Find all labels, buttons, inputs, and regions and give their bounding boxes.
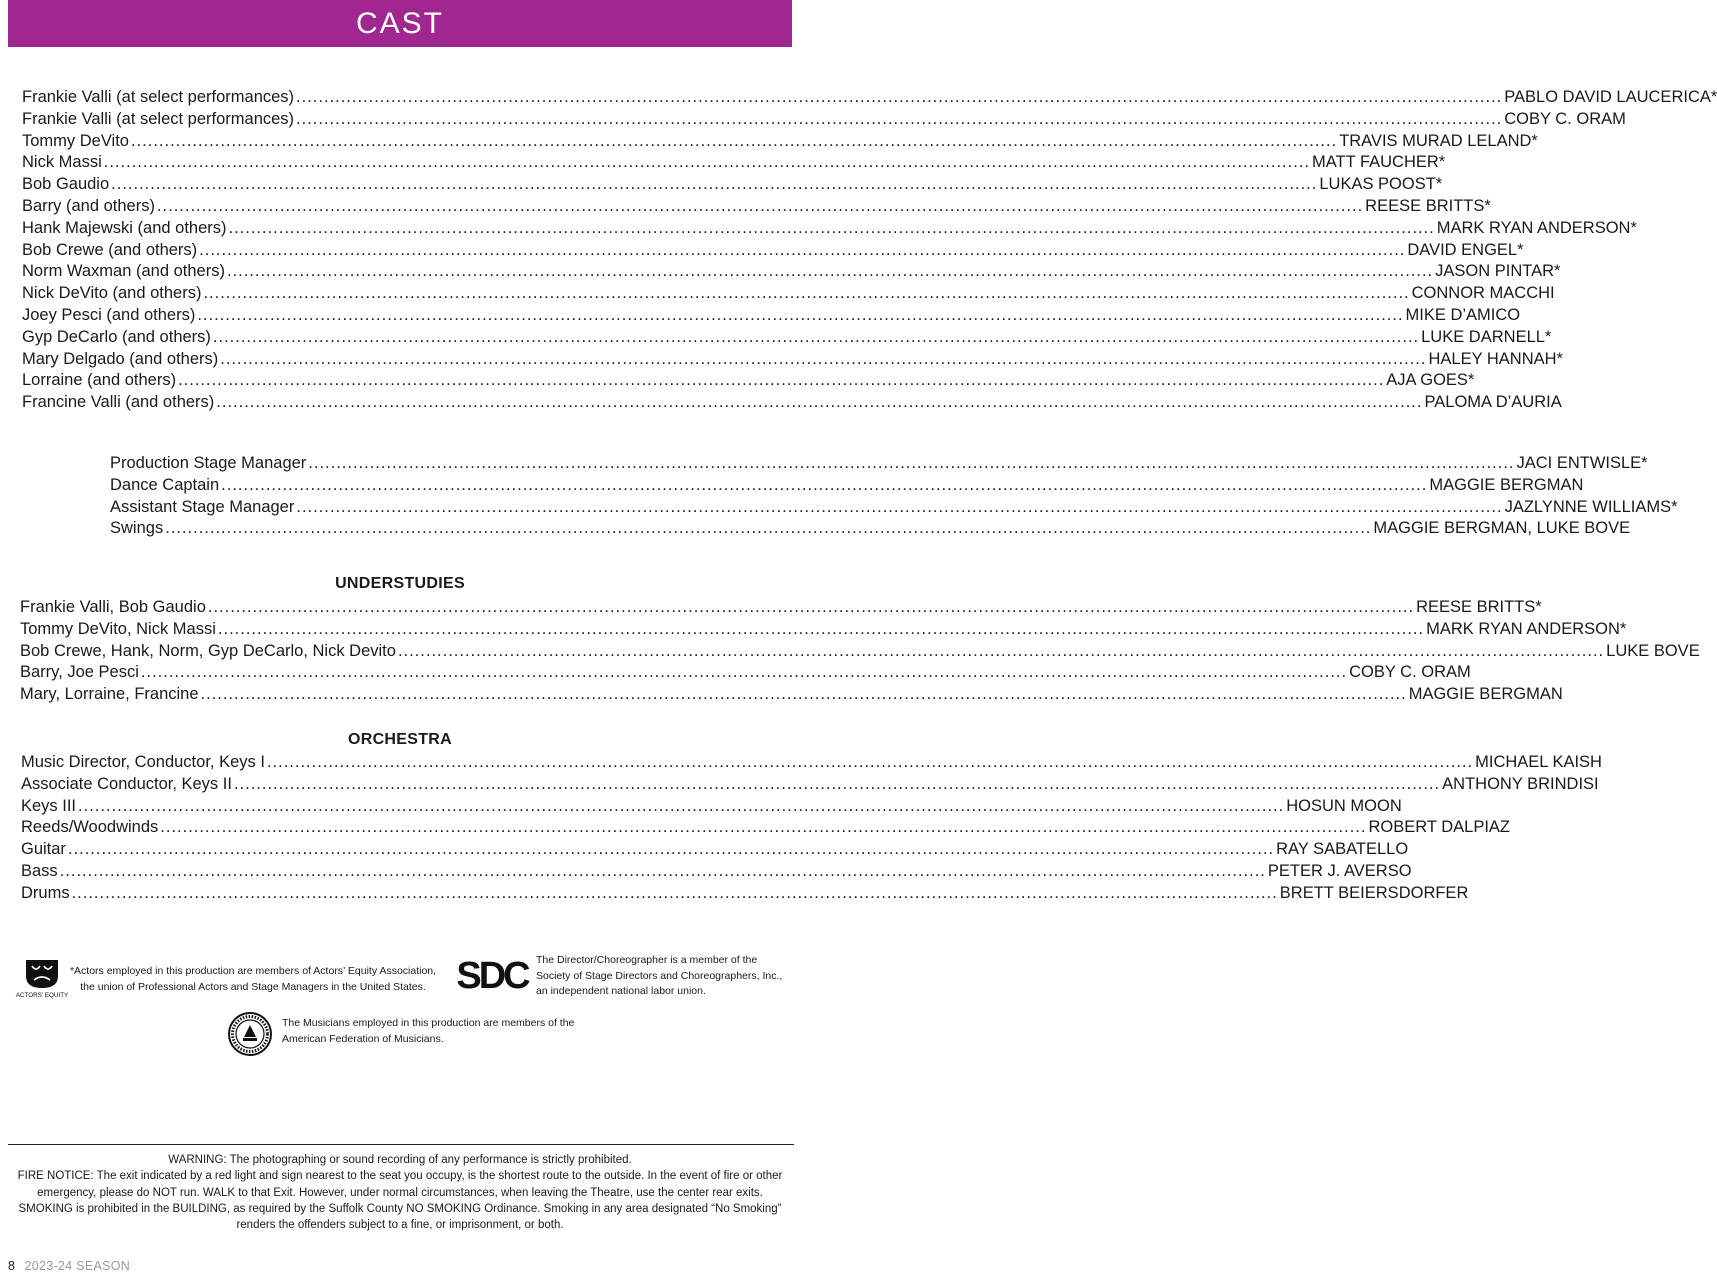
afm-note-line: The Musicians employed in this production are members of the	[282, 1017, 575, 1029]
role-label: Francine Valli (and others)	[22, 393, 215, 412]
role-label: Nick Massi	[22, 153, 102, 172]
role-label: Hank Majewski (and others)	[22, 218, 227, 237]
staff-row	[110, 475, 1584, 497]
performer-name: COBY C. ORAM	[1504, 109, 1626, 128]
role-label: Nick DeVito (and others)	[22, 284, 202, 303]
performer-name: HALEY HANNAH*	[1428, 349, 1563, 368]
equity-footnote	[68, 964, 438, 995]
cast-row	[22, 196, 1491, 218]
role-label: Mary Delgado (and others)	[22, 349, 219, 368]
warning-notice	[10, 1152, 790, 1233]
orchestra-row	[21, 752, 1602, 774]
staff-row	[110, 453, 1648, 475]
orchestra-row	[21, 839, 1409, 861]
performer-name: REESE BRITTS*	[1416, 598, 1542, 616]
cast-row	[22, 261, 1561, 283]
role-label: Joey Pesci (and others)	[22, 305, 196, 324]
cast-row	[22, 327, 1552, 349]
performer-name: MARK RYAN ANDERSON*	[1426, 619, 1627, 638]
performer-name: MAGGIE BERGMAN	[1408, 685, 1563, 704]
dot-leader	[60, 861, 1266, 883]
stage-management-list	[110, 453, 1678, 540]
dot-leader	[199, 240, 1405, 262]
staff-name: JAZLYNNE WILLIAMS*	[1504, 497, 1678, 516]
role-label: Bob Crewe, Hank, Norm, Gyp DeCarlo, Nick Devito	[20, 641, 396, 660]
sdc-note-line: an independent national labor union.	[536, 985, 706, 997]
musician-name: ANTHONY BRINDISI	[1442, 774, 1599, 793]
role-label: Barry (and others)	[22, 196, 155, 215]
understudy-row	[20, 684, 1563, 706]
role-label: Reeds/Woodwinds	[21, 818, 159, 837]
role-label: Frankie Valli, Bob Gaudio	[20, 598, 206, 616]
orchestra-list	[21, 752, 1602, 905]
dot-leader	[104, 152, 1310, 174]
dot-leader	[178, 370, 1384, 392]
staff-row	[110, 518, 1631, 540]
dot-leader	[131, 131, 1337, 153]
sdc-logo	[456, 954, 528, 997]
understudy-row	[20, 641, 1700, 663]
dot-leader	[220, 349, 1426, 371]
cast-row	[22, 218, 1637, 240]
sdc-logo-text: SDC	[456, 955, 528, 997]
cast-row	[22, 174, 1443, 196]
performer-name: MIKE D’AMICO	[1405, 305, 1521, 324]
dot-leader	[296, 497, 1502, 519]
dot-leader	[111, 174, 1317, 196]
role-label: Bob Gaudio	[22, 175, 110, 194]
performer-name: LUKE DARNELL*	[1421, 327, 1552, 346]
performer-name: JASON PINTAR*	[1435, 262, 1561, 281]
role-label: Lorraine (and others)	[22, 371, 177, 390]
dot-leader	[141, 662, 1347, 684]
cast-title: CAST	[355, 6, 444, 40]
role-label: Tommy DeVito	[22, 131, 129, 150]
performer-name: AJA GOES*	[1386, 371, 1475, 390]
dot-leader	[218, 619, 1424, 641]
role-label: Mary, Lorraine, Francine	[20, 685, 199, 704]
cast-row	[22, 349, 1563, 371]
cast-row	[22, 152, 1446, 174]
role-label: Associate Conductor, Keys II	[21, 774, 232, 793]
performer-name: COBY C. ORAM	[1349, 663, 1471, 682]
cast-row	[22, 392, 1562, 414]
dot-leader	[157, 196, 1363, 218]
staff-row	[110, 497, 1678, 519]
role-label: Keys III	[21, 796, 77, 815]
musician-name: BRETT BEIERSDORFER	[1279, 883, 1469, 902]
role-label: Swings	[110, 519, 164, 538]
page-footer	[8, 1259, 130, 1273]
role-label: Tommy DeVito, Nick Massi	[20, 619, 216, 638]
dot-leader	[72, 883, 1278, 905]
performer-name: TRAVIS MURAD LELAND*	[1339, 131, 1538, 150]
understudy-row	[20, 662, 1471, 684]
season-label: 2023-24 SEASON	[24, 1259, 131, 1273]
orchestra-row	[21, 796, 1402, 818]
dot-leader	[197, 305, 1403, 327]
orchestra-row	[21, 774, 1599, 796]
dot-leader	[234, 774, 1440, 796]
afm-footnote	[282, 1016, 602, 1047]
staff-name: JACI ENTWISLE*	[1516, 454, 1648, 472]
orchestra-heading: ORCHESTRA	[347, 731, 453, 748]
understudies-list	[20, 597, 1700, 706]
divider-rule	[8, 1144, 794, 1145]
role-label: Frankie Valli (at select performances)	[22, 109, 295, 128]
dot-leader	[160, 817, 1366, 839]
understudy-row	[20, 597, 1542, 619]
role-label: Music Director, Conductor, Keys I	[21, 753, 265, 771]
staff-name: MAGGIE BERGMAN, LUKE BOVE	[1373, 519, 1631, 538]
dot-leader	[227, 261, 1433, 283]
understudies-heading: UNDERSTUDIES	[335, 575, 465, 592]
dot-leader	[398, 641, 1604, 663]
equity-note-line: *Actors employed in this production are members of Actors’ Equity Association,	[69, 965, 437, 977]
page-number: 8	[8, 1259, 15, 1273]
role-label: Barry, Joe Pesci	[20, 663, 139, 682]
musician-name: PETER J. AVERSO	[1267, 861, 1412, 880]
dot-leader	[216, 392, 1422, 414]
role-label: Drums	[21, 883, 70, 902]
role-label: Dance Captain	[110, 475, 220, 494]
role-label: Gyp DeCarlo (and others)	[22, 327, 211, 346]
role-label: Bob Crewe (and others)	[22, 240, 198, 259]
recording-warning: WARNING: The photographing or sound recording of any performance is strictly prohibited.	[168, 1154, 632, 1166]
dot-leader	[229, 218, 1435, 240]
role-label: Bass	[21, 861, 58, 880]
understudy-row	[20, 619, 1627, 641]
performer-name: MATT FAUCHER*	[1311, 153, 1446, 172]
role-label: Guitar	[21, 840, 66, 859]
performer-name: DAVID ENGEL*	[1407, 240, 1524, 259]
equity-note-line: the union of Professional Actors and Stage Managers in the United States.	[80, 980, 426, 993]
role-label: Norm Waxman (and others)	[22, 262, 225, 281]
orchestra-row	[21, 861, 1412, 883]
performer-name: PABLO DAVID LAUCERICA*	[1504, 88, 1717, 106]
dot-leader	[296, 87, 1502, 109]
cast-row	[22, 87, 1717, 109]
cast-row	[22, 305, 1521, 327]
performer-name: MARK RYAN ANDERSON*	[1436, 218, 1637, 237]
dot-leader	[78, 796, 1284, 818]
musician-name: HOSUN MOON	[1286, 796, 1402, 815]
dot-leader	[165, 518, 1371, 540]
sdc-note-line: The Director/Choreographer is a member of the	[536, 954, 758, 966]
dot-leader	[213, 327, 1419, 349]
musician-name: RAY SABATELLO	[1276, 840, 1409, 859]
performer-name: PALOMA D’AURIA	[1424, 393, 1562, 412]
musician-name: ROBERT DALPIAZ	[1368, 818, 1510, 837]
cast-header-banner	[8, 0, 792, 47]
musicians-union-seal	[227, 1011, 273, 1057]
afm-note-line: American Federation of Musicians.	[282, 1032, 444, 1045]
cast-list	[22, 87, 1717, 414]
dot-leader	[308, 453, 1514, 475]
cast-row	[22, 283, 1555, 305]
cast-row	[22, 131, 1538, 153]
role-label: Production Stage Manager	[110, 454, 307, 472]
musician-name: MICHAEL KAISH	[1475, 753, 1602, 771]
sdc-footnote	[536, 953, 786, 1000]
dot-leader	[296, 109, 1502, 131]
dot-leader	[201, 684, 1407, 706]
dot-leader	[267, 752, 1473, 774]
performer-name: REESE BRITTS*	[1365, 196, 1491, 215]
role-label: Assistant Stage Manager	[110, 497, 295, 516]
performer-name: LUKAS POOST*	[1319, 175, 1443, 194]
sdc-note-line: Society of Stage Directors and Choreographers, Inc.,	[536, 969, 783, 982]
equity-logo-text: ACTORS' EQUITY	[15, 992, 69, 999]
cast-row	[22, 240, 1524, 262]
performer-name: LUKE BOVE	[1606, 641, 1700, 660]
dot-leader	[221, 475, 1427, 497]
cast-row	[22, 370, 1475, 392]
dot-leader	[68, 839, 1274, 861]
orchestra-row	[21, 817, 1510, 839]
dot-leader	[203, 283, 1409, 305]
performer-name: CONNOR MACCHI	[1411, 284, 1555, 303]
fire-notice: FIRE NOTICE: The exit indicated by a red light and sign nearest to the seat you occupy, is the shortest route to the outside. In the event of fire or other emergency, please do NOT run. WALK to that Exit. However, under normal circumstances, when leaving the Theatre, use the center rear exits. SMOKING is prohibited in the BUILDING, as required by the Suffolk County NO SMOKING Ordinance. Smoking in any area designated “No Smoking” renders the offenders subject to a fine, or imprisonment, or both.	[17, 1170, 783, 1232]
staff-name: MAGGIE BERGMAN	[1429, 475, 1584, 494]
orchestra-row	[21, 883, 1469, 905]
role-label: Frankie Valli (at select performances)	[22, 88, 295, 106]
dot-leader	[208, 597, 1414, 619]
actors-equity-logo	[15, 958, 69, 1006]
cast-row	[22, 109, 1626, 131]
